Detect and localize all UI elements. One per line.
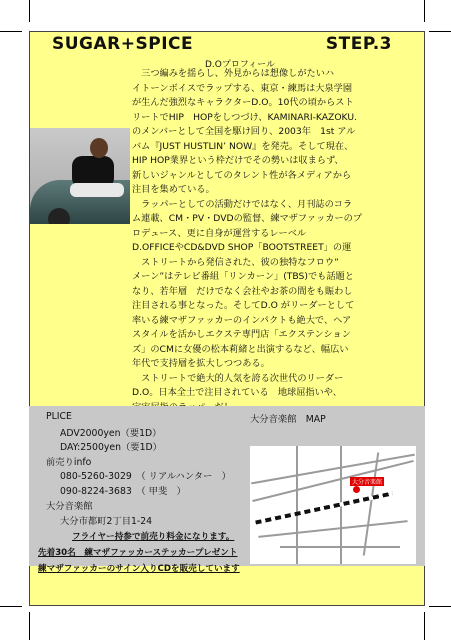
profile-line: 率いる練マザファッカーのインパクトも絶大で、ヘア bbox=[132, 315, 352, 326]
crop-mark bbox=[0, 31, 22, 32]
profile-line: 注目を集めている。 bbox=[132, 184, 215, 195]
profile-line: 三つ編みを揺らし、外見からは想像しがたいハ bbox=[132, 68, 335, 79]
crop-mark bbox=[29, 0, 30, 22]
map-pin-label: 大分音楽館 bbox=[352, 479, 383, 486]
profile-line: ズ」のCMに女優の松本莉緒と出演するなど、幅広い bbox=[132, 344, 349, 355]
crop-mark bbox=[29, 612, 30, 640]
profile-line: ロデュース、更に自身が運営するレーベル bbox=[132, 228, 307, 239]
profile-line: ラッパーとしての活動だけではなく、月刊誌のコラ bbox=[132, 199, 353, 210]
map-pin-icon bbox=[353, 486, 360, 493]
flyer-title bbox=[52, 34, 392, 56]
profile-line: 新しいジャンルとしてのタレント性が各メディアから bbox=[132, 170, 352, 181]
profile-line: HIP HOP業界という枠だけでその勢いは収まらず、 bbox=[132, 155, 344, 166]
profile-line: D.O。日本全土で注目されている 地球屈指いや、 bbox=[132, 387, 342, 398]
presale-label: 前売りinfo bbox=[46, 457, 92, 468]
profile-line: ストリートから発信された、彼の独特なフロウ” bbox=[132, 257, 339, 268]
crop-mark bbox=[429, 606, 451, 607]
phone-1: 080-5260-3029 （ リアルハンター ） bbox=[60, 471, 231, 482]
address: 大分市都町2丁目1-24 bbox=[60, 516, 153, 527]
crop-mark bbox=[429, 31, 451, 32]
profile-line: D.OFFICEやCD&DVD SHOP「BOOTSTREET」の運 bbox=[132, 242, 352, 253]
title-left: SUGAR+SPICE bbox=[52, 34, 194, 54]
profile-line: メーン”はテレビ番組「リンカーン」(TBS)でも話題と bbox=[132, 271, 354, 282]
crop-mark bbox=[0, 606, 22, 607]
phone-2: 090-8224-3683 （ 甲斐 ） bbox=[60, 486, 186, 497]
profile-heading: D.Oプロフィール bbox=[205, 60, 275, 70]
profile-line: リートでHIP HOPをしつづけ、KAMINARI-KAZOKU. bbox=[132, 112, 357, 123]
profile-line: ム連載、CM・PV・DVDの監督、練マザファッカーのプ bbox=[132, 213, 363, 224]
flyer-discount-note: フライヤー持参で前売り料金になります。 bbox=[72, 532, 235, 542]
day-price: DAY:2500yen（要1D） bbox=[60, 442, 162, 453]
price-label: PLICE bbox=[46, 411, 72, 422]
profile-line: スタイルを活かしエクステ専門店「エクステンション bbox=[132, 329, 351, 340]
profile-line: なり、若年層 だけでなく会社やお茶の間をも賑わし bbox=[132, 286, 353, 297]
artist-photo bbox=[30, 128, 130, 224]
profile-line: が生んだ強烈なキャラクターD.O。10代の頃からスト bbox=[132, 97, 354, 108]
crop-mark bbox=[424, 612, 425, 640]
title-right: STEP.3 bbox=[325, 34, 392, 54]
gift-note-1: 先着30名 練マザファッカーステッカープレゼント bbox=[38, 548, 238, 558]
profile-line: のメンバーとして全国を駆け回り、2003年 1st アル bbox=[132, 126, 356, 137]
gift-note-2: 練マザファッカーのサイン入りCDを販売しています bbox=[38, 564, 240, 574]
adv-price: ADV2000yen（要1D） bbox=[60, 428, 162, 439]
profile-line: 注目される事となった。そしてD.O がリーダーとして bbox=[132, 300, 355, 311]
profile-line: イトーンボイスでラップする、東京・練馬は大泉学園 bbox=[132, 83, 353, 94]
crop-mark bbox=[424, 0, 425, 22]
venue-map bbox=[250, 446, 416, 564]
profile-line: ストリートで絶大的人気を誇る次世代のリーダー bbox=[132, 373, 344, 384]
railway-line bbox=[255, 491, 393, 524]
map-title: 大分音楽館 MAP bbox=[250, 414, 326, 425]
profile-line: バム『JUST HUSTLIN’ NOW』を発売。そして現在、 bbox=[132, 141, 354, 152]
venue: 大分音楽館 bbox=[46, 501, 93, 512]
profile-line: 年代で支持層を拡大しつつある。 bbox=[132, 358, 270, 369]
